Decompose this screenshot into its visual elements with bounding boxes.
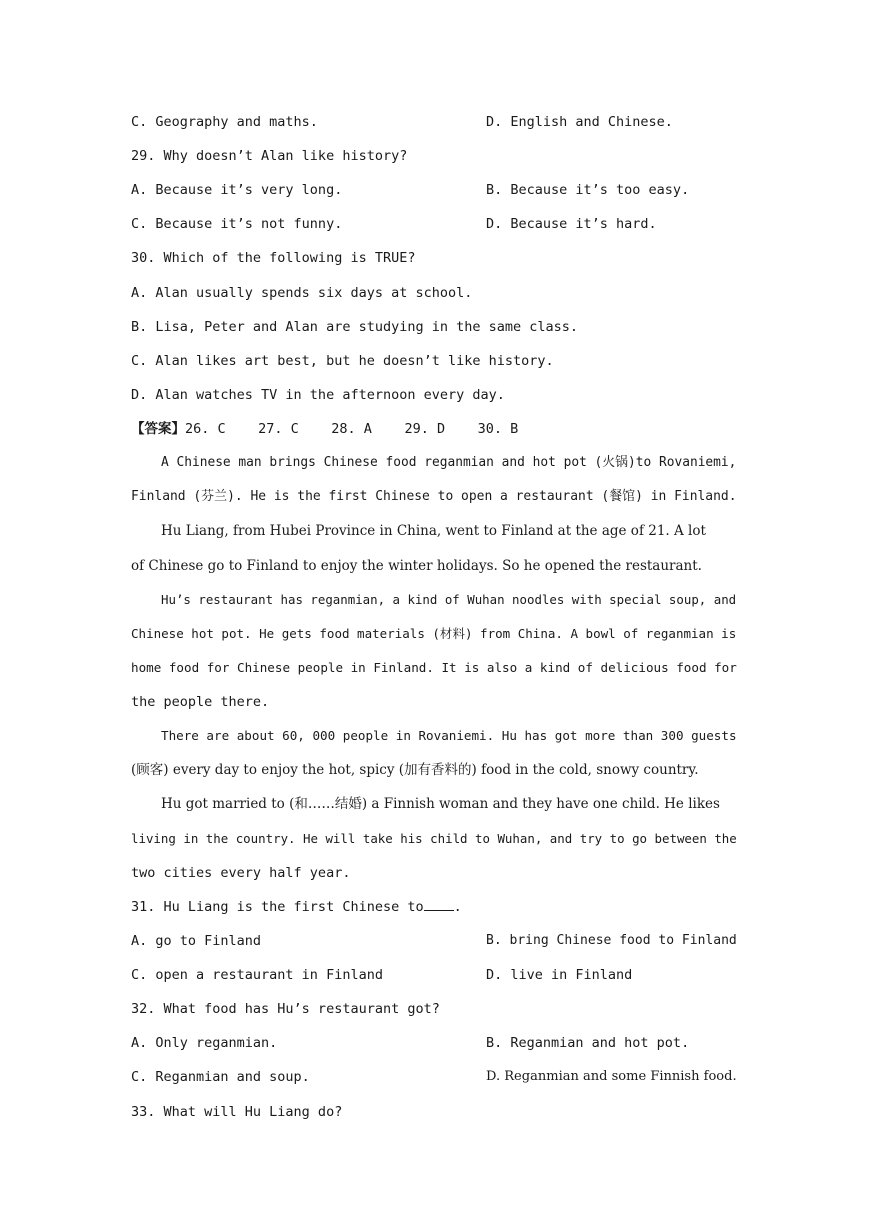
- passage-p2-line1: Hu Liang, from Hubei Province in China, went to Finland at the age of 21. A lot: [161, 523, 706, 539]
- q32-option-a: A. Only reganmian.: [131, 1035, 278, 1051]
- q31-option-a: A. go to Finland: [131, 933, 262, 949]
- q30-option-d: D. Alan watches TV in the afternoon every day.: [131, 387, 505, 403]
- q31-option-c: C. open a restaurant in Finland: [131, 967, 383, 983]
- passage-p1-line2: Finland (芬兰). He is the first Chinese to open a restaurant (餐馆) in Finland.: [131, 489, 737, 504]
- passage-p3-line4: the people there.: [131, 694, 270, 710]
- answer-blank: [424, 898, 454, 911]
- answer-key: [131, 419, 518, 439]
- q29-option-c: C. Because it’s not funny.: [131, 216, 343, 232]
- q31-stem-text: 31. Hu Liang is the first Chinese to: [131, 899, 424, 915]
- passage-p5-line3: two cities every half year.: [131, 865, 351, 881]
- passage-p4-line1: There are about 60, 000 people in Rovaniemi. Hu has got more than 300 guests: [161, 728, 737, 743]
- q30-option-c: C. Alan likes art best, but he doesn’t like history.: [131, 353, 554, 369]
- q33-stem: 33. What will Hu Liang do?: [131, 1104, 343, 1120]
- passage-p3-line1: Hu’s restaurant has reganmian, a kind of Wuhan noodles with special soup, and: [161, 592, 737, 607]
- passage-p3-line2: Chinese hot pot. He gets food materials (材料) from China. A bowl of reganmian is: [131, 626, 737, 641]
- q31-option-b: B. bring Chinese food to Finland: [486, 933, 737, 948]
- q29-option-b: B. Because it’s too easy.: [486, 182, 690, 198]
- q28-option-c: C. Geography and maths.: [131, 114, 318, 130]
- passage-p2-line2: of Chinese go to Finland to enjoy the winter holidays. So he opened the restaurant.: [131, 558, 702, 574]
- q31-stem: [131, 897, 462, 917]
- q30-stem: 30. Which of the following is TRUE?: [131, 250, 416, 266]
- answer-label: 【答案】: [131, 421, 185, 437]
- q32-option-c: C. Reganmian and soup.: [131, 1069, 310, 1085]
- q31-option-d: D. live in Finland: [486, 967, 633, 983]
- passage-p4-line2: (顾客) every day to enjoy the hot, spicy (加有香料的) food in the cold, snowy country.: [131, 762, 699, 778]
- q29-option-d: D. Because it’s hard.: [486, 216, 657, 232]
- passage-p1-line1: A Chinese man brings Chinese food reganmian and hot pot (火锅)to Rovaniemi,: [161, 455, 737, 470]
- answer-values: 26. C 27. C 28. A 29. D 30. B: [185, 421, 519, 437]
- q30-option-a: A. Alan usually spends six days at school.: [131, 285, 473, 301]
- q28-option-d: D. English and Chinese.: [486, 114, 673, 130]
- q30-option-b: B. Lisa, Peter and Alan are studying in the same class.: [131, 319, 579, 335]
- q29-stem: 29. Why doesn’t Alan like history?: [131, 148, 408, 164]
- q32-stem: 32. What food has Hu’s restaurant got?: [131, 1001, 440, 1017]
- passage-p3-line3: home food for Chinese people in Finland. It is also a kind of delicious food for: [131, 660, 737, 675]
- q31-stem-end: .: [453, 899, 462, 915]
- q29-option-a: A. Because it’s very long.: [131, 182, 343, 198]
- passage-p5-line2: living in the country. He will take his child to Wuhan, and try to go between the: [131, 831, 737, 846]
- q32-option-b: B. Reganmian and hot pot.: [486, 1035, 690, 1051]
- q32-option-d: D. Reganmian and some Finnish food.: [486, 1069, 737, 1084]
- passage-p5-line1: Hu got married to (和……结婚) a Finnish woman and they have one child. He likes: [161, 796, 720, 812]
